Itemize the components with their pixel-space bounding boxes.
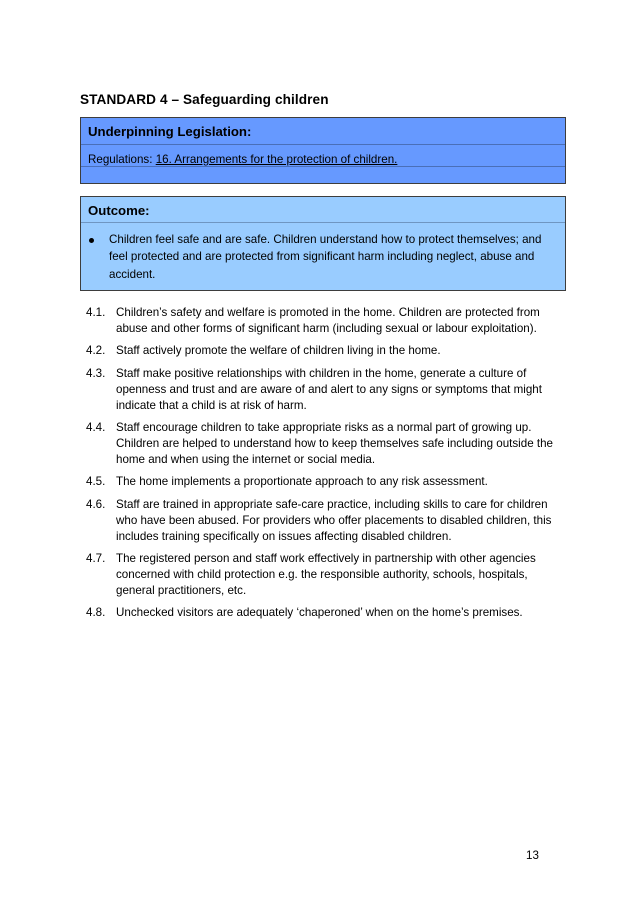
legislation-heading: Underpinning Legislation: [81,118,565,145]
list-item [86,366,564,413]
outcome-box [80,196,566,291]
standard-items-list [86,305,564,628]
regulations-label: Regulations: [88,153,153,166]
list-item [86,343,564,359]
outcome-bullet [81,223,565,283]
list-item [86,605,564,621]
regulations-line [81,145,565,167]
bullet-icon [89,238,94,243]
item-text: Staff encourage children to take appropriate risks as a normal part of growing up. Children are helped to understand how to keep themselves safe including outside the home and when using the internet or social media. [116,421,553,466]
page-title: STANDARD 4 – Safeguarding children [80,92,329,107]
item-number: 4.6. [86,497,106,511]
outcome-heading: Outcome: [81,197,565,223]
item-number: 4.2. [86,344,106,358]
legislation-box [80,117,566,184]
list-item [86,551,564,598]
item-text: Staff actively promote the welfare of children living in the home. [116,344,441,358]
list-item [86,474,564,490]
item-number: 4.7. [86,552,106,566]
list-item [86,420,564,467]
page-number: 13 [526,849,539,862]
item-text: The home implements a proportionate approach to any risk assessment. [116,475,488,489]
regulation-link[interactable]: 16. Arrangements for the protection of children. [155,153,398,166]
item-text: Children’s safety and welfare is promoted in the home. Children are protected from abuse and other forms of significant harm (including sexual or labour exploitation). [116,306,540,335]
item-text: Staff make positive relationships with children in the home, generate a culture of openness and trust and are aware of and alert to any signs or symptoms that might indicate that a child is at risk of harm. [116,366,542,412]
list-item [86,305,564,337]
item-number: 4.1. [86,306,106,319]
item-text: Unchecked visitors are adequately ‘chaperoned’ when on the home’s premises. [116,606,523,620]
item-number: 4.4. [86,421,106,435]
item-number: 4.8. [86,606,106,620]
outcome-bullet-text: Children feel safe and are safe. Children understand how to protect themselves; and feel protected and are protected from significant harm including neglect, abuse and accident. [109,233,542,281]
item-number: 4.5. [86,475,106,489]
list-item [86,497,564,544]
item-number: 4.3. [86,366,106,380]
item-text: Staff are trained in appropriate safe-care practice, including skills to care for children who have been abused. For providers who offer placements to disabled children, this includes training specifically on issues affecting disabled children. [116,497,552,543]
item-text: The registered person and staff work effectively in partnership with other agencies concerned with child protection e.g. the responsible authority, schools, hospitals, general practitioners, etc. [116,552,536,597]
